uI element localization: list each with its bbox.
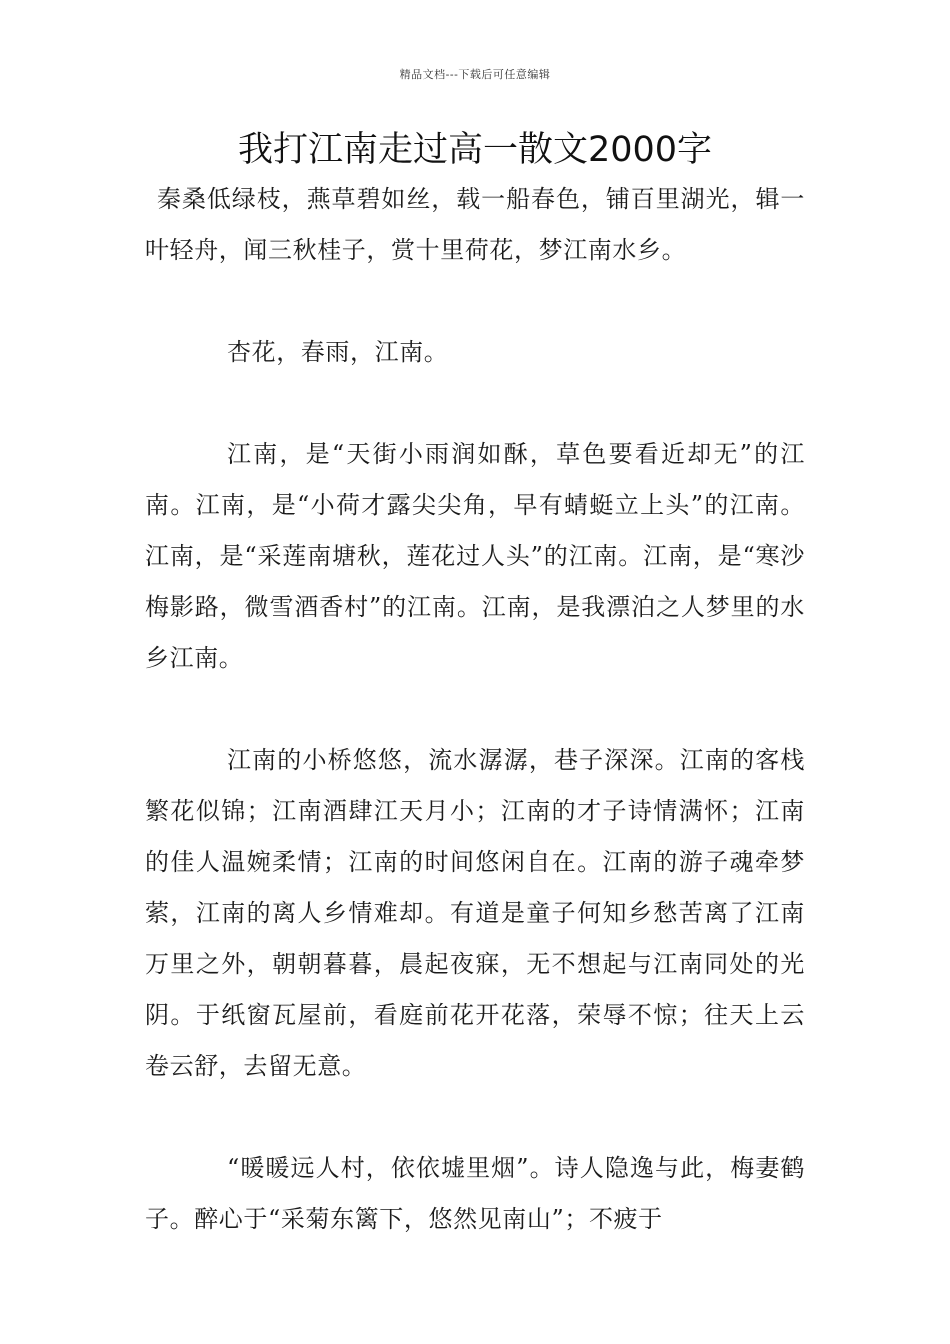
paragraph-jiangnan-poems: 江南，是“天街小雨润如酥，草色要看近却无”的江南。江南，是“小荷才露尖尖角，早有蜻蜓立上头”的江南。江南，是“采莲南塘秋，莲花过人头”的江南。江南，是“寒沙梅影路，微雪酒香村”的江南。江南，是我漂泊之人梦里的水乡江南。 <box>145 440 805 672</box>
paragraph-intro: 秦桑低绿枝，燕草碧如丝，载一船春色，铺百里湖光，辑一叶轻舟，闻三秋桂子，赏十里荷花，梦江南水乡。 <box>145 185 805 264</box>
paragraph-spacer <box>145 378 805 429</box>
paragraph-spacer <box>145 1092 805 1143</box>
document-body <box>145 174 805 1245</box>
paragraph-village-smoke: “暖暖远人村，依依墟里烟”。诗人隐逸与此，梅妻鹤子。醉心于“采菊东篱下，悠然见南山”；不疲于 <box>145 1154 805 1233</box>
paragraph-apricot-rain: 杏花，春雨，江南。 <box>227 338 449 366</box>
paragraph-jiangnan-life: 江南的小桥悠悠，流水潺潺，巷子深深。江南的客栈繁花似锦；江南酒肆江天月小；江南的才子诗情满怀；江南的佳人温婉柔情；江南的时间悠闲自在。江南的游子魂牵梦萦，江南的离人乡情难却。有道是童子何知乡愁苦离了江南万里之外，朝朝暮暮，晨起夜寐，无不想起与江南同处的光阴。于纸窗瓦屋前，看庭前花开花落，荣辱不惊；往天上云卷云舒，去留无意。 <box>145 746 805 1080</box>
header-note: 精品文档---下载后可任意编辑 <box>399 68 551 81</box>
paragraph-spacer <box>145 684 805 735</box>
document-title: 我打江南走过高一散文2000字 <box>237 130 713 170</box>
paragraph-spacer <box>145 276 805 327</box>
